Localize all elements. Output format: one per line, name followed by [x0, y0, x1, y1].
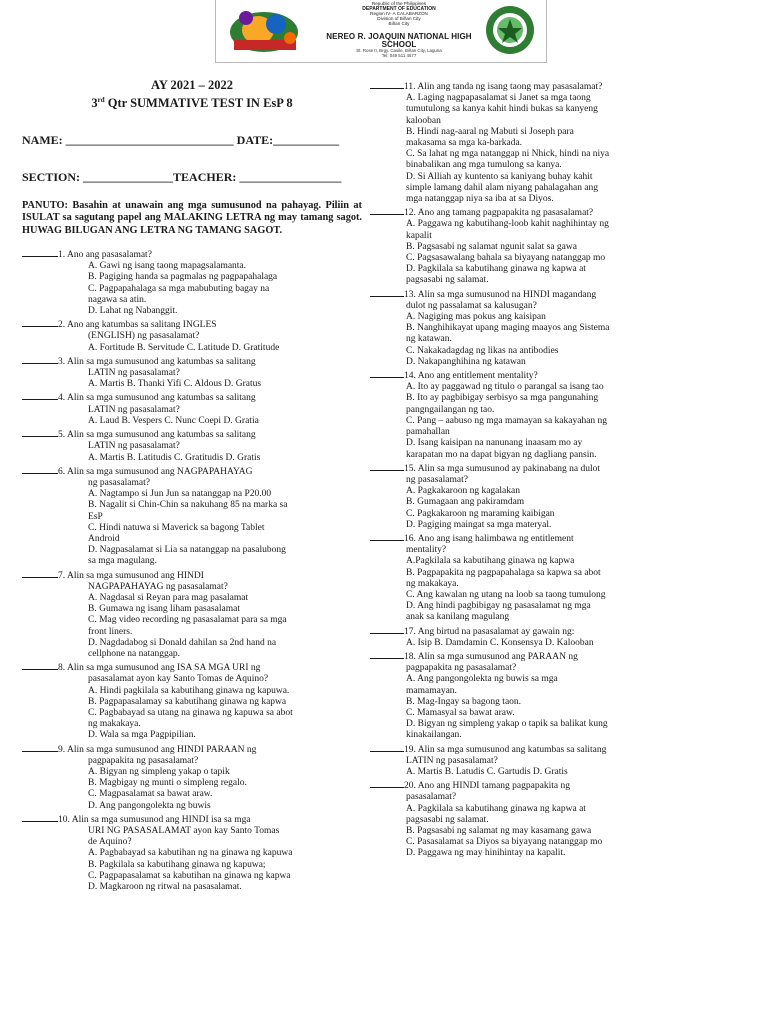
quarter-number: 3	[91, 96, 98, 111]
question-stem	[370, 649, 676, 663]
question-item	[22, 390, 362, 427]
question-line: D. Bigyan ng simpleng yakap o tapik sa balikat kung	[406, 719, 608, 730]
question-text: 15. Alin sa mga sumusunod ay pakinabang na dulot	[404, 463, 601, 474]
left-questions	[22, 247, 362, 893]
question-line: C. Pagpapasalamat sa kabutihan na ginawa ng kapwa	[88, 870, 291, 881]
question-line: B. Nanghihikayat upang maging maayos ang Sistema	[406, 323, 610, 334]
answer-blank[interactable]	[370, 205, 404, 215]
instructions: PANUTO: Basahin at unawain ang mga sumusunod na pahayag. Piliin at ISULAT sa sagutang papel ang MALAKING LETRA ng may tamang sagot. HUWAG BILUGAN ANG LETRA NG TAMANG SAGOT.	[22, 200, 362, 236]
question-line: ng katawan.	[406, 334, 452, 345]
question-line: kinakailangan.	[406, 730, 462, 741]
school-seal-icon	[484, 4, 536, 56]
answer-blank[interactable]	[22, 464, 58, 474]
question-stem	[22, 390, 362, 404]
question-line: sa mga magulang.	[88, 556, 157, 567]
question-line: A. Laging nagpapasalamat si Janet sa mga taong	[406, 93, 591, 104]
question-line: C. Pang – aabuso ng mga mamayan sa kakayahan ng	[406, 415, 608, 426]
question-line: C. Pasasalamat sa Diyos sa biyayang natanggap mo	[406, 837, 603, 848]
question-text: 8. Alin sa mga sumusunod ang ISA SA MGA URI ng	[58, 663, 261, 674]
question-line: A. Pagkakaroon ng kagalakan	[406, 486, 520, 497]
answer-blank[interactable]	[22, 812, 58, 822]
question-line: kalooban	[406, 115, 441, 126]
question-line: A. Paggawa ng kabutihang-loob kahit naghihintay ng	[406, 219, 609, 230]
question-item	[22, 660, 362, 741]
answer-blank[interactable]	[22, 390, 58, 400]
question-line: D. Wala sa mga Pagpipilian.	[88, 730, 196, 741]
question-line: B. Ito ay pagbibigay serbisyo sa mga pangunahing	[406, 393, 599, 404]
question-line: B. Nagalit si Chin-Chin sa nakuhang 85 na marka sa	[88, 500, 288, 511]
question-line: pasasalamat?	[406, 792, 457, 803]
deped-line: DEPARTMENT OF EDUCATION	[362, 5, 436, 12]
question-line: C. Magpasalamat sa bawat araw.	[88, 789, 213, 800]
question-line: D. Lahat ng Nabanggit.	[88, 306, 178, 317]
question-line: D. Pagiging maingat sa mga materyal.	[406, 519, 552, 530]
answer-blank[interactable]	[370, 287, 404, 297]
question-stem	[370, 531, 676, 545]
question-line: binabalikan ang mga tumulong sa kanya.	[406, 160, 562, 171]
question-line: pangngailangan ng tao.	[406, 404, 495, 415]
question-line: A. Martis B. Latudis C. Gartudis D. Gratis	[406, 766, 568, 777]
question-text: 10. Alin sa mga sumusunod ang HINDI isa sa mga	[58, 814, 251, 825]
letterhead-text	[316, 2, 482, 59]
question-line: D. Nagdadabog si Donald dahilan sa 2nd hand na	[88, 637, 277, 648]
question-item	[22, 247, 362, 317]
question-line: front liners.	[88, 626, 133, 637]
answer-blank[interactable]	[370, 778, 404, 788]
question-item	[22, 812, 362, 893]
question-line: nagawa sa atin.	[88, 294, 147, 305]
question-line: C. Mag video recording ng pasasalamat para sa mga	[88, 615, 287, 626]
question-text: 13. Alin sa mga sumusunod na HINDI magandang	[404, 289, 597, 300]
question-line: NAGPAPAHAYAG ng pasasalamat?	[88, 581, 228, 592]
question-item	[22, 354, 362, 391]
question-text: 3. Alin sa mga sumusunod ang katumbas sa salitang	[58, 356, 256, 367]
question-item	[370, 461, 676, 531]
question-line: makasama sa mga ka-barkada.	[406, 138, 523, 149]
question-line: D. Nakapanghihina ng katawan	[406, 356, 526, 367]
section-teacher-row: SECTION: _______________TEACHER: _________________	[22, 170, 342, 185]
question-text: 2. Ano ang katumbas sa salitang INGLES	[58, 320, 217, 331]
question-item	[22, 317, 362, 354]
quarter-suffix: rd	[97, 96, 105, 104]
question-text: 16. Ano ang isang halimbawa ng entitlement	[404, 533, 574, 544]
question-line: B. Hindi nag-aaral ng Mabuti si Joseph para	[406, 126, 574, 137]
question-text: 17. Ang birtud na pasasalamat ay gawain ng:	[404, 626, 575, 637]
left-column	[22, 78, 362, 893]
answer-blank[interactable]	[22, 317, 58, 327]
question-item	[370, 205, 676, 286]
answer-blank[interactable]	[370, 461, 404, 471]
school-year: AY 2021 – 2022	[150, 78, 234, 92]
question-item	[370, 287, 676, 368]
question-line: A. Nagiging mas pokus ang kaisipan	[406, 312, 546, 323]
question-line: B. Pagpapakita ng pagpapahalaga sa kapwa sa abot	[406, 567, 601, 578]
question-text: 20. Ano ang HINDI tamang pagpapakita ng	[404, 781, 570, 792]
question-text: 11. Alin ang tanda ng isang taong may pasasalamat?	[404, 82, 603, 92]
question-line: A. Laud B. Vespers C. Nunc Coepi D. Gratia	[88, 415, 259, 426]
question-line: ng makakaya.	[88, 719, 141, 730]
question-line: A. Nagtampo si Jun Jun sa natanggap na P20.00	[88, 489, 272, 500]
question-line: D. Paggawa ng may hinihintay na kapalit.	[406, 848, 566, 859]
question-stem	[370, 205, 676, 219]
question-line: B. Magbigay ng munti o simpleng regalo.	[88, 778, 247, 789]
question-line: mga natanggap niya sa iba at sa Diyos.	[406, 194, 554, 205]
question-item	[370, 531, 676, 624]
question-line: mentality?	[406, 545, 447, 556]
question-item	[370, 742, 676, 779]
letterhead	[215, 0, 547, 63]
question-stem	[370, 287, 676, 301]
question-line: ng pasasalamat?	[88, 477, 150, 488]
question-line: B. Pagsasabi ng salamat ngunit salat sa gawa	[406, 241, 577, 252]
question-line: simple lamang dahil alam niyang pahalagahan ang	[406, 182, 599, 193]
question-item	[22, 427, 362, 464]
question-line: de Aquino?	[88, 837, 132, 848]
question-line: A. Martis B. Latitudis C. Gratitudis D. Gratis	[88, 452, 261, 463]
question-line: pagpapakita ng pasasalamat?	[406, 663, 517, 674]
question-line: (ENGLISH) ng pasasalamat?	[88, 331, 200, 342]
deped-logo	[224, 2, 316, 58]
test-title-rest: Qtr SUMMATIVE TEST IN EsP 8	[107, 96, 293, 111]
question-line: cellphone na natanggap.	[88, 648, 181, 659]
question-item	[22, 568, 362, 661]
question-line: LATIN ng pasasalamat?	[88, 441, 180, 452]
question-text: 6. Alin sa mga sumusunod ang NAGPAPAHAYAG	[58, 466, 253, 477]
question-line: D. Isang kaisipan na nanunang inaasam mo ay	[406, 438, 583, 449]
question-stem	[22, 812, 362, 826]
question-line: A. Fortitude B. Servitude C. Latitude D. Gratitude	[88, 342, 280, 353]
question-line: Android	[88, 533, 120, 544]
question-line: B. Pagkilala sa kabutihang ginawa ng kapuwa;	[88, 859, 266, 870]
question-stem	[22, 354, 362, 368]
question-line: dulot ng passalamat sa kalusugan?	[406, 300, 537, 311]
question-line: pasasalamat ayon kay Santo Tomas de Aquino?	[88, 674, 269, 685]
question-line: B. Gumagaan ang pakiramdam	[406, 497, 525, 508]
region-line: Region IV- A CALABARZON	[370, 11, 428, 17]
question-line: A. Martis B. Thanki Yifi C. Aldous D. Gratus	[88, 379, 262, 390]
question-line: C. Ang kawalan ng utang na loob sa taong tumulong	[406, 589, 606, 600]
question-line: C. Pagbabayad sa utang na ginawa ng kapuwa sa abot	[88, 707, 293, 718]
answer-blank[interactable]	[22, 247, 58, 257]
answer-blank[interactable]	[22, 742, 58, 752]
question-line: D. Ang pangongolekta ng buwis	[88, 800, 211, 811]
question-line: D. Si Alliah ay kuntento sa kaniyang buhay kahit	[406, 171, 593, 182]
answer-blank[interactable]	[370, 649, 404, 659]
answer-blank[interactable]	[370, 624, 404, 634]
question-line: B. Pagpapasalamay sa kabutihang ginawa ng kapwa	[88, 696, 287, 707]
question-line: mamamayan.	[406, 685, 457, 696]
answer-blank[interactable]	[22, 354, 58, 364]
answer-blank[interactable]	[370, 79, 404, 89]
question-line: A. Hindi pagkilala sa kabutihang ginawa ng kapuwa.	[88, 685, 290, 696]
question-text: 1. Ano ang pasasalamat?	[58, 250, 152, 261]
question-line: C. Sa lahat ng mga natanggap ni Nhick, hindi na niya	[406, 149, 610, 160]
question-line: karapatan mo na dapat bigyan ng dagliang pansin.	[406, 449, 597, 460]
question-line: B. Pagsasabi ng salamat ng may kasamang gawa	[406, 826, 592, 836]
republic-line: Republic of the Philippines	[371, 1, 427, 6]
question-line: LATIN ng pasasalamat?	[88, 368, 180, 379]
question-text: 9. Alin sa mga sumusunod ang HINDI PARAAN ng	[58, 744, 257, 755]
division-line: Division of Biñan City	[377, 15, 421, 21]
question-text: 14. Ano ang entitlement mentality?	[404, 371, 538, 382]
question-line: C. Mamasyal sa bawat araw.	[406, 707, 515, 718]
question-line: A. Ang pangongolekta ng buwis sa mga	[406, 674, 558, 685]
question-line: ng makakaya.	[406, 578, 459, 589]
question-text: 19. Alin sa mga sumusunod ang katumbas sa salitang	[404, 744, 607, 755]
school-tel: Tel: 049 511 4577	[381, 52, 417, 58]
test-title	[22, 93, 362, 111]
question-stem	[22, 568, 362, 582]
question-line: C. Pagsasawalang bahala sa biyayang natanggap mo	[406, 253, 606, 264]
question-item	[370, 368, 676, 461]
question-line: A. Bigyan ng simpleng yakap o tapik	[88, 766, 230, 777]
question-line: LATIN ng pasasalamat?	[88, 404, 180, 415]
question-item	[22, 742, 362, 812]
question-line: LATIN ng pasasalamat?	[406, 755, 498, 766]
question-stem	[370, 79, 676, 93]
answer-blank[interactable]	[22, 427, 58, 437]
question-line: A. Isip B. Damdamin C. Konsensya D. Kalooban	[406, 637, 594, 648]
question-stem	[22, 247, 362, 261]
question-line: B. Pagiging handa sa pagmalas ng pagpapahalaga	[88, 272, 278, 283]
question-line: C. Pagpapahalaga sa mga mabubuting bagay na	[88, 283, 270, 294]
school-address: St. Rose II, Brgy. Casile, Biñan City, Laguna	[356, 48, 442, 54]
question-stem	[22, 317, 362, 331]
question-line: A. Ito ay paggawad ng titulo o parangal sa isang tao	[406, 382, 604, 393]
question-line: ng pasasalamat?	[406, 474, 468, 485]
question-line: tumutulong sa kanya kahit hindi bukas sa kanyeng	[406, 104, 598, 115]
question-text: 18. Alin sa mga sumusunod ang PARAAN ng	[404, 651, 578, 662]
right-column	[370, 79, 676, 860]
question-line: C. Nakakadagdag ng likas na antibodies	[406, 345, 559, 356]
question-line: A. Pagbabayad sa kabutihan ng na ginawa ng kapuwa	[88, 848, 293, 859]
question-stem	[370, 624, 676, 638]
question-line: C. Pagkakaroon ng maraming kaibigan	[406, 508, 555, 519]
question-line: pagpapakita ng pasasalamat?	[88, 755, 199, 766]
question-text: 5. Alin sa mga sumusunod ang katumbas sa salitang	[58, 430, 256, 441]
question-stem	[370, 368, 676, 382]
question-line: pagsasabi ng salamat.	[406, 275, 489, 286]
city-line: Biñan City	[388, 20, 410, 26]
question-line: pamahallan	[406, 427, 450, 438]
question-text: 7. Alin sa mga sumusunod ang HINDI	[58, 570, 204, 581]
question-item	[370, 624, 676, 649]
answer-blank[interactable]	[22, 660, 58, 670]
question-item	[370, 778, 676, 859]
question-line: A. Nagdasal si Reyan para mag pasalamat	[88, 592, 249, 603]
question-line: D. Pagkilala sa kabutihang ginawa ng kapwa at	[406, 264, 586, 275]
name-date-row: NAME: ____________________________ DATE:___________	[22, 133, 340, 148]
question-stem	[370, 461, 676, 475]
question-line: D. Ang hindi pagbibigay ng pasasalamat ng mga	[406, 601, 591, 612]
question-stem	[22, 464, 362, 478]
school-name: NEREO R. JOAQUIN NATIONAL HIGH SCHOOL	[326, 31, 472, 49]
question-line: A.Pagkilala sa kabutihang ginawa ng kapwa	[406, 556, 575, 567]
question-line: D. Nagpasalamat si Lia sa natanggap na pasalubong	[88, 545, 286, 556]
question-item	[22, 464, 362, 568]
question-stem	[22, 742, 362, 756]
question-stem	[370, 778, 676, 792]
question-line: B. Mag-Ingay sa bagong taon.	[406, 696, 522, 707]
question-item	[370, 649, 676, 742]
question-line: kapalit	[406, 230, 432, 241]
question-stem	[22, 660, 362, 674]
question-text: 4. Alin sa mga sumusunod ang katumbas sa salitang	[58, 393, 256, 404]
question-line: URI NG PASASALAMAT ayon kay Santo Tomas	[88, 826, 280, 836]
question-line: pagsasabi ng salamat.	[406, 814, 489, 825]
answer-blank[interactable]	[370, 368, 404, 378]
question-item	[370, 79, 676, 205]
question-line: anak sa kanilang magulang	[406, 612, 510, 623]
question-line: A. Pagkilala sa kabutihang ginawa ng kapwa at	[406, 803, 586, 814]
answer-blank[interactable]	[22, 568, 58, 578]
question-line: D. Magkaroon ng ritwal na pasasalamat.	[88, 882, 242, 893]
question-stem	[370, 742, 676, 756]
question-line: B. Gumawa ng isang liham pasasalamat	[88, 604, 240, 615]
right-questions	[370, 79, 676, 860]
answer-blank[interactable]	[370, 531, 404, 541]
question-line: A. Gawi ng isang taong mapagsalamanta.	[88, 261, 247, 272]
question-stem	[22, 427, 362, 441]
question-text: 12. Ano ang tamang pagpapakita ng pasasalamat?	[404, 208, 594, 219]
answer-blank[interactable]	[370, 742, 404, 752]
question-line: EsP	[88, 511, 103, 522]
question-line: C. Hindi natuwa si Maverick sa bagong Tablet	[88, 522, 265, 533]
